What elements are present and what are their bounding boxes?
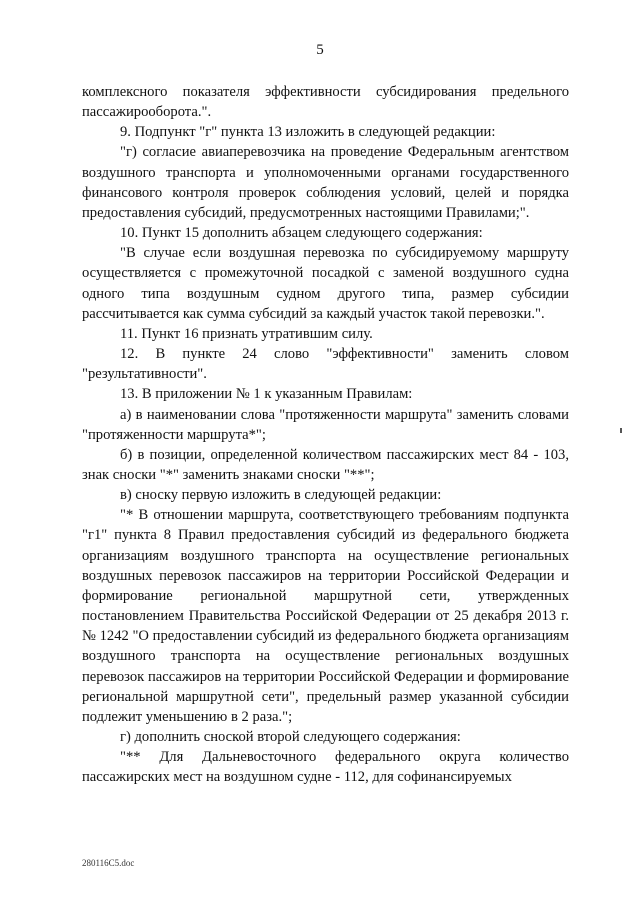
document-body: [82, 82, 569, 787]
paragraph-item-9: 9. Подпункт "г" пункта 13 изложить в следующей редакции:: [120, 124, 496, 141]
paragraph-item-10-text: "В случае если воздушная перевозка по субсидируемому маршруту осуществляется с промежуточной посадкой с заменой воздушного судна одного типа воздушным судном другого типа, размер субсидии рассчитывается как сумма субсидий за каждый участок такой перевозки.".: [82, 245, 569, 322]
paragraph-item-13-a: а) в наименовании слова "протяженности маршрута" заменить словами "протяженности маршрута*";: [82, 406, 569, 443]
paragraph-continuation: комплексного показателя эффективности субсидирования предельного пассажирооборота.".: [82, 84, 569, 121]
paragraph-footnote-1-text: "* В отношении маршрута, соответствующего требованиям подпункта "г1" пункта 8 Правил предоставления субсидий из федерального бюджета организациям воздушного транспорта на осуществление региональных воздушных перевозок пассажиров на территории Российской Федерации и формирование региональной маршрутной сети, утвержденных постановлением Правительства Российской Федерации от 25 декабря 2013 г. № 1242 "О предоставлении субсидий из федерального бюджета организациям воздушного транспорта на осуществление региональных воздушных перевозок пассажиров на территории Российской Федерации и формирование региональной маршрутной сети", предельный размер указанной субсидии подлежит уменьшению в 2 раза.";: [82, 507, 569, 725]
paragraph-item-13-b: б) в позиции, определенной количеством пассажирских мест 84 - 103, знак сноски "*" заменить знаками сноски "**";: [82, 446, 569, 483]
paragraph-item-10: 10. Пункт 15 дополнить абзацем следующего содержания:: [120, 225, 483, 242]
footer-file-code: 280116C5.doc: [82, 858, 135, 868]
paragraph-item-12: 12. В пункте 24 слово "эффективности" заменить словом "результативности".: [82, 346, 569, 383]
paragraph-item-13: 13. В приложении № 1 к указанным Правилам:: [120, 386, 413, 403]
paragraph-item-13-g: г) дополнить сноской второй следующего содержания:: [120, 729, 461, 745]
paragraph-footnote-2-text: "** Для Дальневосточного федерального округа количество пассажирских мест на воздушном судне - 112, для софинансируемых: [82, 749, 569, 786]
paragraph-item-13-v: в) сноску первую изложить в следующей редакции:: [120, 487, 442, 504]
paragraph-item-11: 11. Пункт 16 признать утратившим силу.: [120, 325, 373, 342]
margin-mark: [620, 428, 622, 433]
page-number: 5: [316, 42, 324, 58]
paragraph-item-9-text: "г) согласие авиаперевозчика на проведение Федеральным агентством воздушного транспорта и уполномоченными органами государственного финансового контроля проверок соблюдения условий, целей и порядка предоставления субсидий, предусмотренных настоящими Правилами;".: [82, 144, 569, 221]
